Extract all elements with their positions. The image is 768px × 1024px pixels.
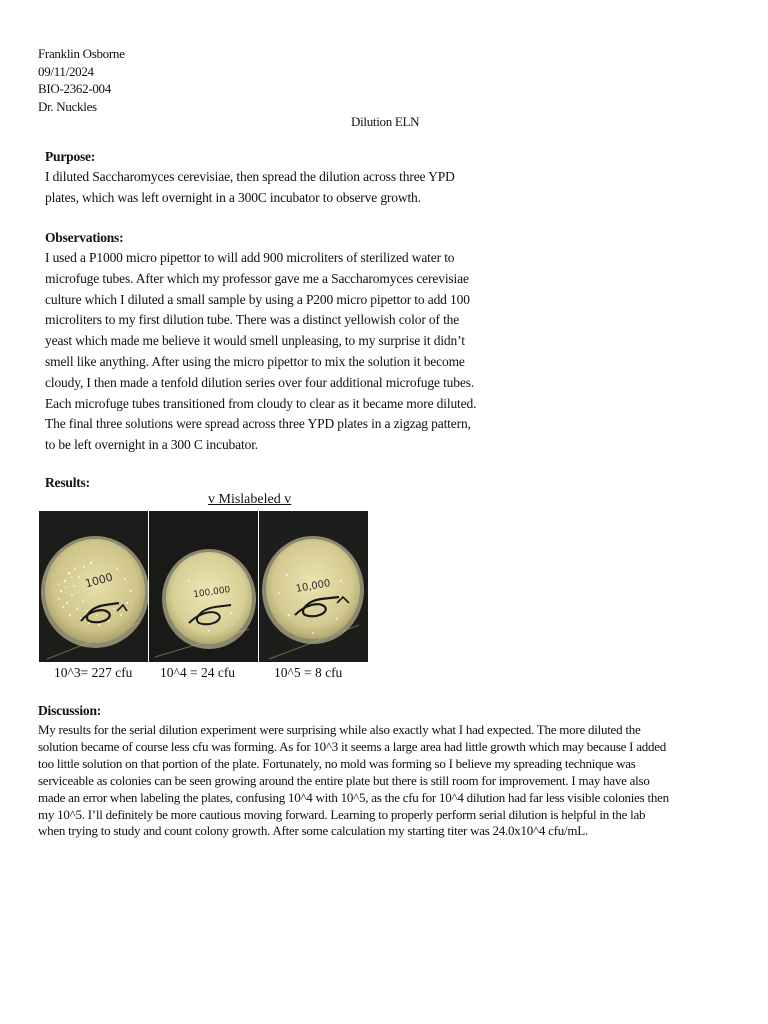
observations-line: smell like anything. After using the micro pipettor to mix the solution it become	[45, 353, 465, 369]
purpose-line: I diluted Saccharomyces cerevisiae, then spread the dilution across three YPD	[45, 169, 455, 184]
document-title: Dilution ELN	[351, 114, 420, 129]
document-header	[38, 45, 125, 115]
petri-dish-image	[149, 511, 258, 662]
plate-handwriting: 10,000	[294, 578, 332, 595]
observations-line: I used a P1000 micro pipettor to will add 900 microliters of sterilized water to	[45, 250, 455, 265]
plate-photo-1	[39, 511, 148, 662]
author-name: Franklin Osborne	[38, 46, 125, 61]
discussion-line: My results for the serial dilution experiment were surprising while also exactly what I had expected. The more diluted the	[38, 722, 641, 737]
observations-heading: Observations:	[45, 230, 124, 245]
course-code: BIO-2362-004	[38, 81, 111, 96]
discussion-line: solution became of course less cfu was forming. As for 10^3 it seems a large area had little growth which may because I added	[38, 738, 667, 754]
observations-line: Each microfuge tubes transitioned from cloudy to clear as it became more diluted.	[45, 395, 477, 411]
discussion-line: my 10^5. I’ll definitely be more cautious moving forward. Learning to properly perform serial dilution is helpful in the lab	[38, 806, 646, 822]
instructor-name: Dr. Nuckles	[38, 98, 97, 114]
discussion-line: too little solution on that portion of the plate. Fortunately, no mold was forming so I believe my spreading technique was	[38, 755, 636, 771]
observations-line: cloudy, I then made a tenfold dilution series over four additional microfuge tubes.	[45, 374, 475, 390]
observations-line: microliters to my first dilution tube. There was a distinct yellowish color of the	[45, 312, 460, 328]
plate-caption-1: 10^3= 227 cfu	[54, 665, 133, 680]
observations-line: yeast which made me believe it would smell unpleasing, to my surprise it didn’t	[45, 333, 465, 349]
purpose-line: plates, which was left overnight in a 300C incubator to observe growth.	[45, 189, 421, 205]
results-heading: Results:	[45, 475, 90, 490]
observations-line: microfuge tubes. After which my professor gave me a Saccharomyces cerevisiae	[45, 270, 469, 286]
observations-text	[45, 248, 476, 456]
plate-handwriting: 1000	[83, 570, 115, 591]
discussion-text	[38, 722, 728, 840]
mislabeled-note: v Mislabeled v	[208, 492, 292, 507]
plate-photo-3	[259, 511, 368, 662]
observations-line: to be left overnight in a 300 C incubator.	[45, 437, 259, 453]
purpose-heading: Purpose:	[45, 149, 96, 164]
observations-line: The final three solutions were spread across three YPD plates in a zigzag pattern,	[45, 416, 471, 432]
petri-dish-image	[39, 511, 148, 662]
purpose-text	[45, 167, 455, 209]
plate-caption-3: 10^5 = 8 cfu	[274, 665, 343, 680]
discussion-line: serviceable as colonies can be seen growing around the entire plate but there is still room for improvement. I may have also	[38, 772, 650, 788]
discussion-heading: Discussion:	[38, 703, 102, 718]
observations-line: culture which I diluted a small sample by using a P200 micro pipettor to add 100	[45, 291, 470, 307]
report-date: 09/11/2024	[38, 63, 94, 79]
plate-photo-2	[149, 511, 258, 662]
plate-photos	[39, 511, 368, 662]
discussion-line: when trying to study and count colony growth. After some calculation my starting titer was 24.0x10^4 cfu/mL.	[38, 823, 588, 839]
petri-dish-image	[259, 511, 368, 662]
plate-caption-2: 10^4 = 24 cfu	[160, 665, 236, 680]
discussion-line: made an error when labeling the plates, confusing 10^4 with 10^5, as the cfu for 10^4 dilution had far less visible colonies then	[38, 789, 669, 805]
plate-handwriting: 100,000	[192, 585, 231, 601]
